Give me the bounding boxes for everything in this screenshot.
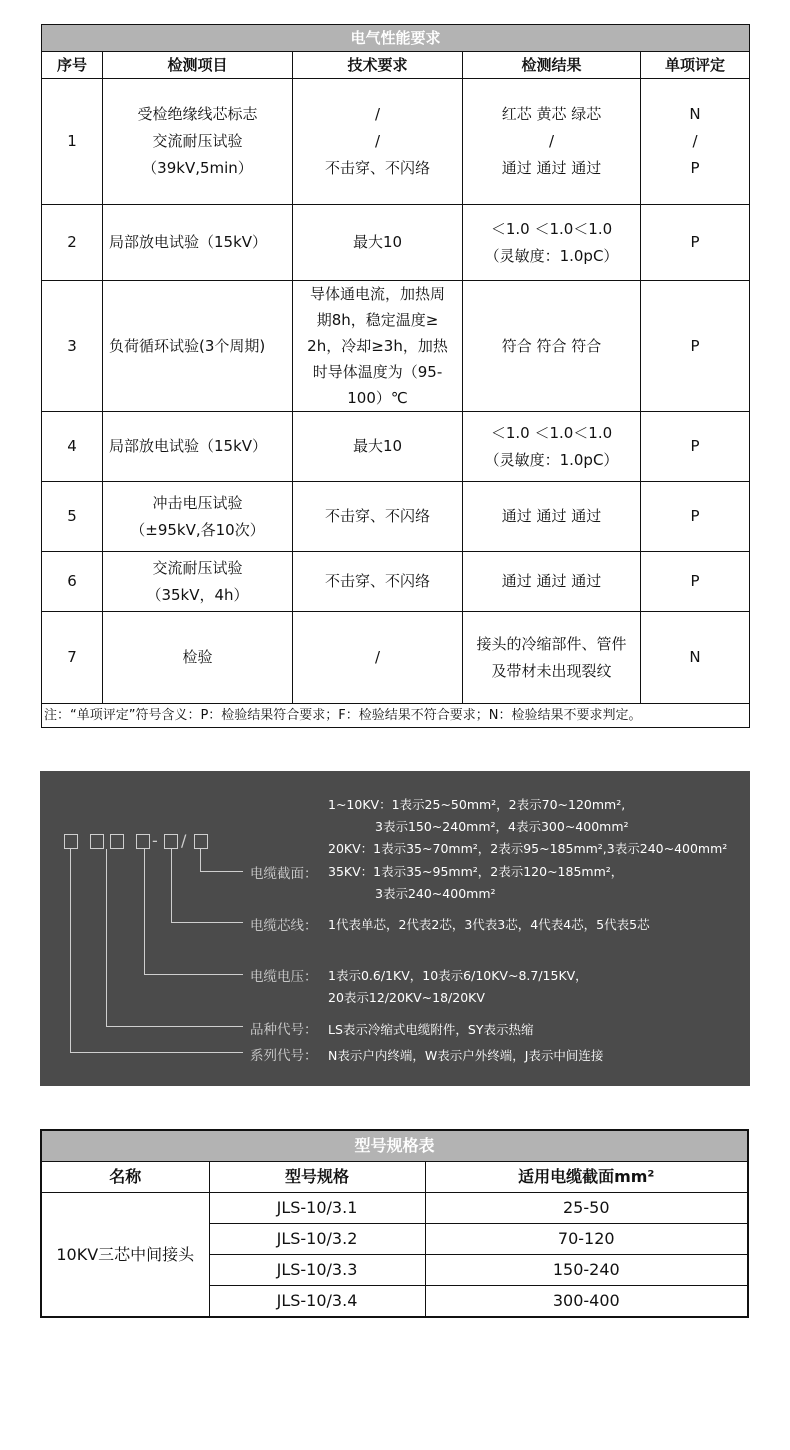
spec-table-title: 型号规格表 (41, 1130, 748, 1162)
table-note: 注：“单项评定”符号含义：P：检验结果符合要求；F：检验结果不符合要求；N：检验结果不要求判定。 (42, 704, 750, 728)
header-evaluation: 单项评定 (641, 52, 750, 79)
cross-section-line-2: 3表示150~240mm²，4表示300~400mm² (375, 819, 629, 834)
row-evaluation: P (641, 412, 750, 482)
spec-table (40, 1129, 749, 1318)
connector-line (144, 974, 243, 975)
connector-line (70, 849, 71, 1053)
performance-table-title: 电气性能要求 (42, 25, 750, 52)
row-no: 1 (42, 79, 103, 205)
row-item: 检验 (103, 612, 293, 704)
row-item: 局部放电试验（15kV） (103, 205, 293, 281)
cross-section-line-4: 35KV：1表示35~95mm²，2表示120~185mm²， (328, 864, 624, 879)
row-item: 负荷循环试验(3个周期) (103, 281, 293, 412)
label-cores: 电缆芯线： (250, 918, 318, 934)
code-box-variety-2 (110, 834, 124, 849)
table-row (42, 482, 750, 552)
row-requirement: 导体通电流，加热周 期8h，稳定温度≥ 2h，冷却≥3h，加热 时导体温度为（95- 100）℃ (293, 281, 463, 412)
row-evaluation: N (641, 612, 750, 704)
row-no: 7 (42, 612, 103, 704)
table-row (41, 1193, 748, 1224)
code-box-cores (164, 834, 178, 849)
section-cell: 150-240 (425, 1255, 748, 1286)
row-requirement: 最大10 (293, 412, 463, 482)
row-no: 2 (42, 205, 103, 281)
row-evaluation: P (641, 281, 750, 412)
connector-line (200, 849, 201, 872)
label-voltage: 电缆电压： (250, 969, 318, 985)
model-code-legend (40, 771, 750, 1086)
header-no: 序号 (42, 52, 103, 79)
code-box-series (64, 834, 78, 849)
model-cell: JLS-10/3.1 (209, 1193, 425, 1224)
row-no: 6 (42, 552, 103, 612)
row-evaluation: N / P (641, 79, 750, 205)
cores-line-1: 1代表单芯，2代表2芯，3代表3芯，4代表4芯，5代表5芯 (328, 917, 650, 932)
voltage-line-1: 1表示0.6/1KV，10表示6/10KV~8.7/15KV， (328, 968, 588, 983)
code-separator-slash: / (181, 831, 187, 850)
row-result: 红芯 黄芯 绿芯 / 通过 通过 通过 (463, 79, 641, 205)
model-cell: JLS-10/3.4 (209, 1286, 425, 1318)
row-no: 4 (42, 412, 103, 482)
row-item: 受检绝缘线芯标志 交流耐压试验 （39kV,5min） (103, 79, 293, 205)
label-series: 系列代号： (250, 1048, 318, 1064)
connector-line (144, 849, 145, 975)
section-cell: 25-50 (425, 1193, 748, 1224)
variety-line-1: LS表示冷缩式电缆附件，SY表示热缩 (328, 1022, 534, 1037)
row-item: 交流耐压试验 （35kV，4h） (103, 552, 293, 612)
table-row (42, 79, 750, 205)
row-item: 局部放电试验（15kV） (103, 412, 293, 482)
row-result: 通过 通过 通过 (463, 482, 641, 552)
code-box-voltage (136, 834, 150, 849)
row-evaluation: P (641, 482, 750, 552)
row-result: 符合 符合 符合 (463, 281, 641, 412)
row-requirement: 不击穿、不闪络 (293, 482, 463, 552)
row-requirement: 不击穿、不闪络 (293, 552, 463, 612)
row-item: 冲击电压试验 （±95kV,各10次） (103, 482, 293, 552)
series-line-1: N表示户内终端，W表示户外终端，J表示中间连接 (328, 1048, 604, 1063)
header-result: 检测结果 (463, 52, 641, 79)
table-row (42, 412, 750, 482)
label-cross-section: 电缆截面： (250, 866, 318, 882)
header-section: 适用电缆截面mm² (425, 1162, 748, 1193)
header-name: 名称 (41, 1162, 209, 1193)
row-evaluation: P (641, 205, 750, 281)
row-no: 3 (42, 281, 103, 412)
product-name: 10KV三芯中间接头 (41, 1193, 209, 1318)
row-evaluation: P (641, 552, 750, 612)
row-result: ＜1.0 ＜1.0＜1.0 （灵敏度：1.0pC） (463, 412, 641, 482)
header-model: 型号规格 (209, 1162, 425, 1193)
section-cell: 300-400 (425, 1286, 748, 1318)
row-result: 接头的冷缩部件、管件 及带材未出现裂纹 (463, 612, 641, 704)
model-cell: JLS-10/3.2 (209, 1224, 425, 1255)
connector-line (171, 849, 172, 923)
connector-line (106, 1026, 243, 1027)
code-box-variety-1 (90, 834, 104, 849)
table-row (42, 281, 750, 412)
header-item: 检测项目 (103, 52, 293, 79)
row-requirement: / (293, 612, 463, 704)
voltage-line-2: 20表示12/20KV~18/20KV (328, 990, 485, 1005)
row-result: 通过 通过 通过 (463, 552, 641, 612)
code-separator-dash: - (152, 831, 158, 850)
cross-section-line-1: 1~10KV：1表示25~50mm²，2表示70~120mm², (328, 797, 626, 812)
connector-line (171, 922, 243, 923)
section-cell: 70-120 (425, 1224, 748, 1255)
connector-line (200, 871, 243, 872)
cross-section-line-5: 3表示240~400mm² (375, 886, 496, 901)
header-requirement: 技术要求 (293, 52, 463, 79)
row-result: ＜1.0 ＜1.0＜1.0 （灵敏度：1.0pC） (463, 205, 641, 281)
table-row (42, 552, 750, 612)
connector-line (70, 1052, 243, 1053)
row-no: 5 (42, 482, 103, 552)
performance-table (41, 24, 750, 728)
connector-line (106, 849, 107, 1027)
label-variety: 品种代号： (250, 1022, 318, 1038)
row-requirement: 最大10 (293, 205, 463, 281)
cross-section-line-3: 20KV：1表示35~70mm²，2表示95~185mm²,3表示240~400mm² (328, 841, 728, 856)
table-row (42, 612, 750, 704)
code-box-section (194, 834, 208, 849)
row-requirement: / / 不击穿、不闪络 (293, 79, 463, 205)
model-cell: JLS-10/3.3 (209, 1255, 425, 1286)
table-row (42, 205, 750, 281)
